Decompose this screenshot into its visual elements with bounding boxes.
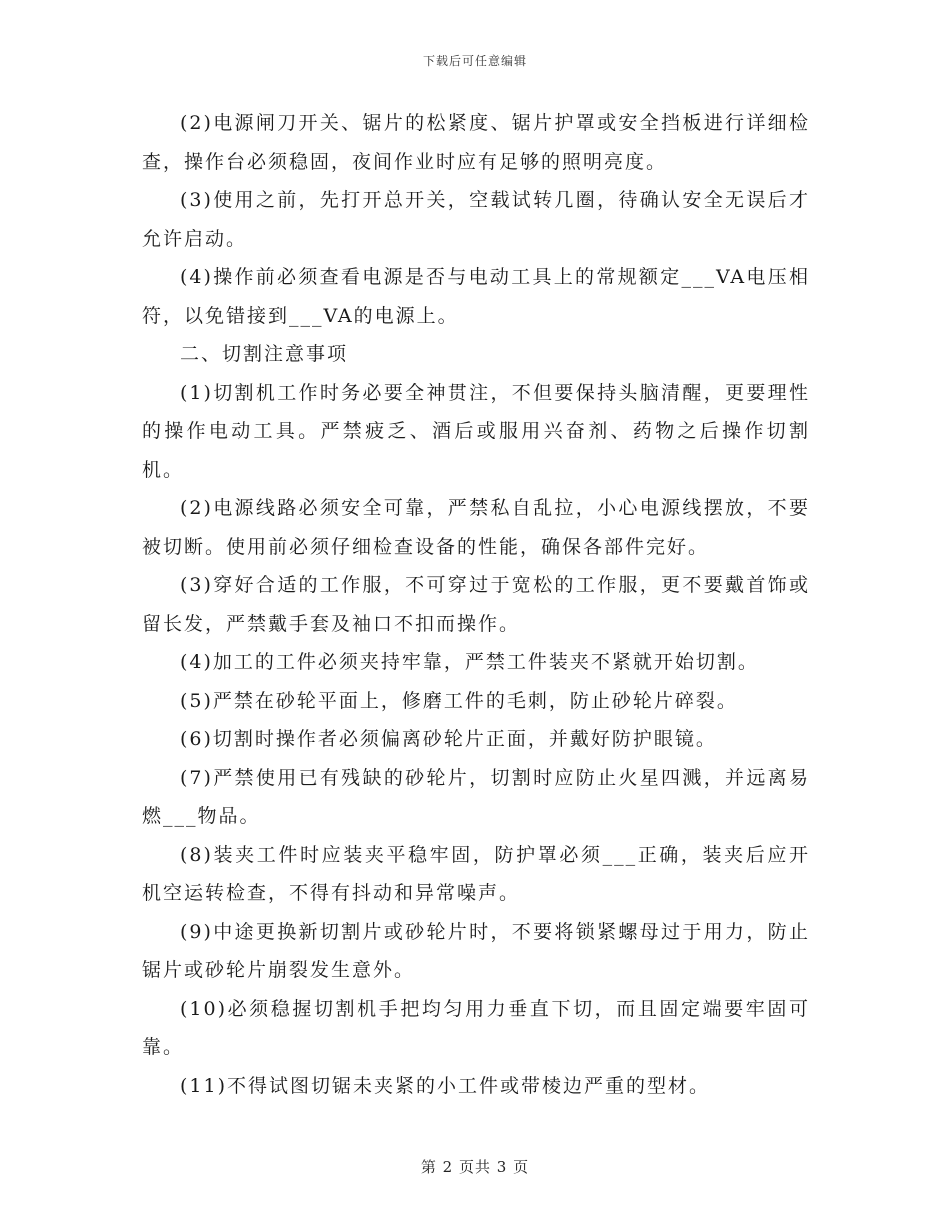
paragraph: (7)严禁使用已有残缺的砂轮片，切割时应防止火星四溅，并远离易燃___物品。	[142, 766, 810, 827]
paragraph: (6)切割时操作者必须偏离砂轮片正面，并戴好防护眼镜。	[180, 728, 717, 750]
paragraph: (9)中途更换新切割片或砂轮片时，不要将锁紧螺母过于用力，防止锯片或砂轮片崩裂发生意外。	[142, 920, 810, 981]
paragraph: (4)加工的工件必须夹持牢靠，严禁工件装夹不紧就开始切割。	[180, 651, 759, 673]
paragraph: (3)穿好合适的工作服，不可穿过于宽松的工作服，更不要戴首饰或留长发，严禁戴手套及袖口不扣而操作。	[142, 574, 810, 635]
section-heading: 二、切割注意事项	[180, 343, 349, 365]
document-body	[142, 104, 810, 1105]
page-footer: 第 2 页共 3 页	[420, 1158, 530, 1176]
paragraph: (5)严禁在砂轮平面上，修磨工件的毛刺，防止砂轮片碎裂。	[180, 689, 738, 712]
paragraph: (2)电源闸刀开关、锯片的松紧度、锯片护罩或安全挡板进行详细检查，操作台必须稳固，夜间作业时应有足够的照明亮度。	[142, 112, 810, 173]
paragraph: (11)不得试图切锯未夹紧的小工件或带棱边严重的型材。	[180, 1074, 711, 1097]
paragraph: (3)使用之前，先打开总开关，空载试转几圈，待确认安全无误后才允许启动。	[142, 189, 810, 250]
page-header: 下载后可任意编辑	[422, 54, 527, 68]
paragraph: (2)电源线路必须安全可靠，严禁私自乱拉，小心电源线摆放，不要被切断。使用前必须仔细检查设备的性能，确保各部件完好。	[142, 497, 810, 558]
paragraph: (1)切割机工作时务必要全神贯注，不但要保持头脑清醒，更要理性的操作电动工具。严禁疲乏、酒后或服用兴奋剂、药物之后操作切割机。	[142, 381, 810, 481]
paragraph: (10)必须稳握切割机手把均匀用力垂直下切，而且固定端要牢固可靠。	[142, 997, 810, 1058]
paragraph: (4)操作前必须查看电源是否与电动工具上的常规额定___VA电压相符，以免错接到___VA的电源上。	[142, 266, 810, 327]
paragraph: (8)装夹工件时应装夹平稳牢固，防护罩必须___正确，装夹后应开机空运转检查，不得有抖动和异常噪声。	[142, 843, 810, 904]
